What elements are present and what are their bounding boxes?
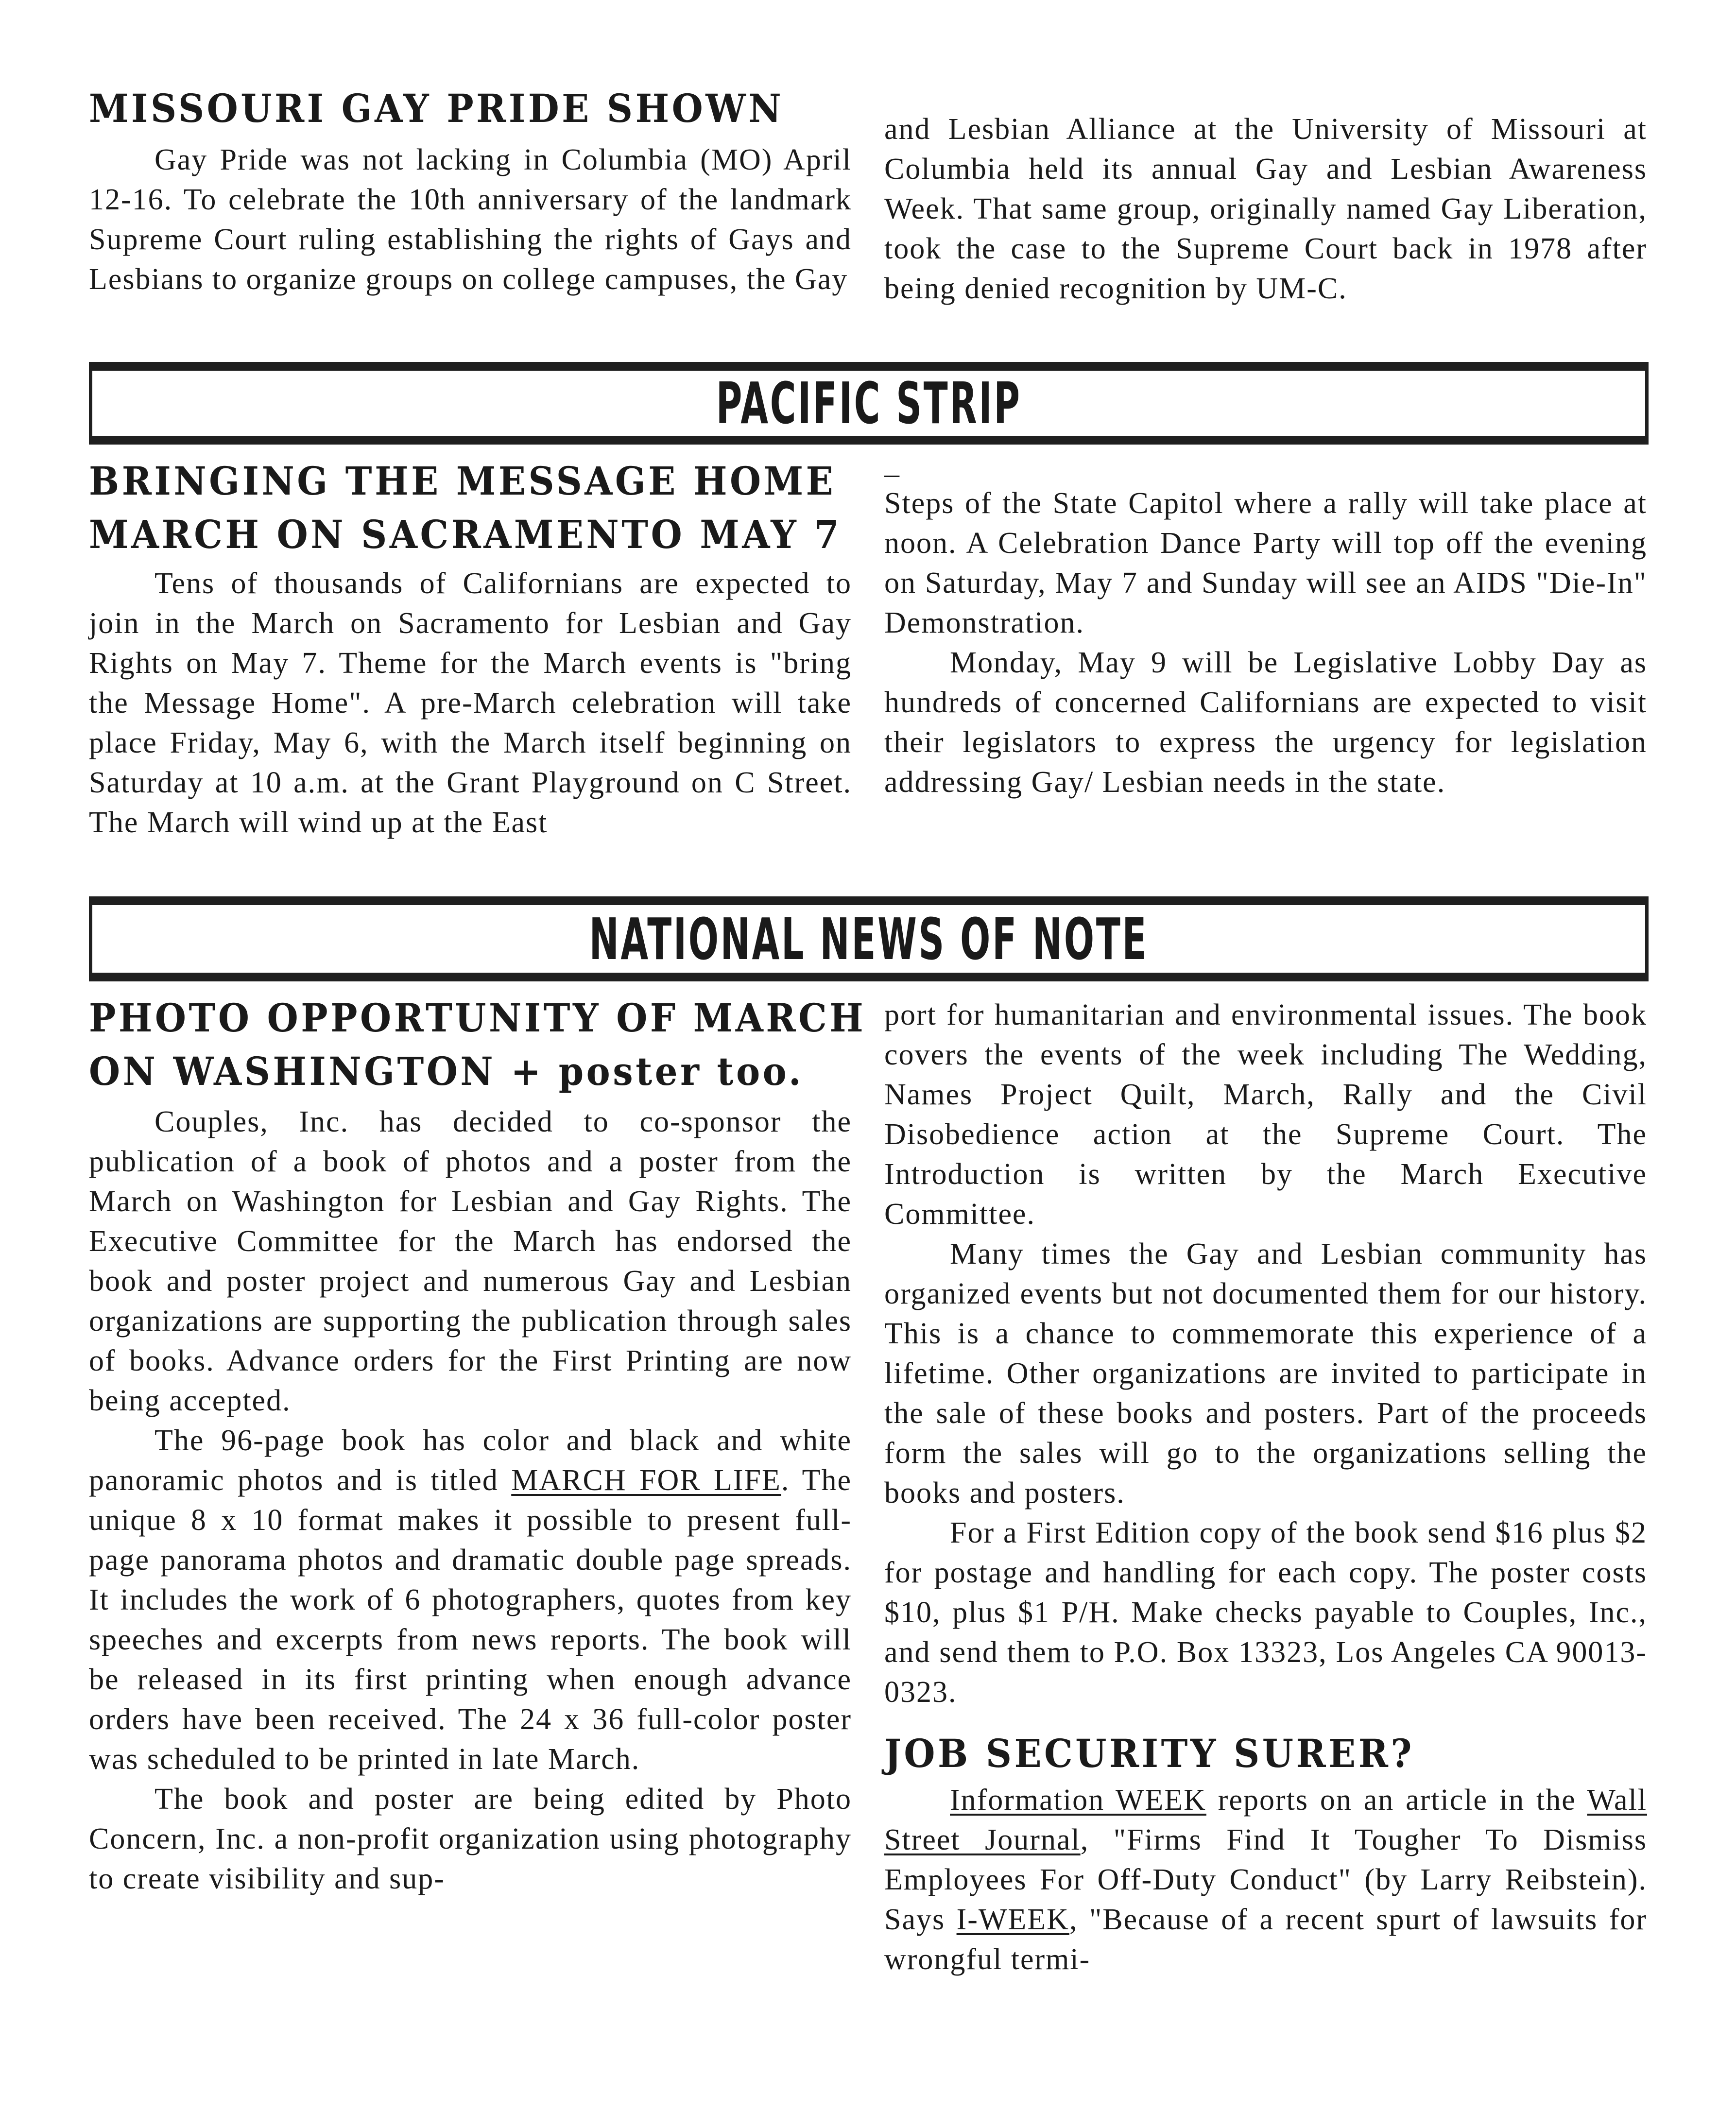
article-body: Couples, Inc. has decided to co-sponsor the publication of a book of photos and a poster from the March on Washington for Lesbian and Gay Rights. The Executive Committee for the March has endorsed the book and poster project and numerous Gay and Lesbian organizations are supporting the publication through sales of books. Advance orders for the First Printing are now being accepted.	[89, 1105, 852, 1417]
banner-title: PACIFIC STRIP	[716, 370, 1022, 437]
headline-sacramento-1: BRINGING THE MESSAGE HOME	[89, 458, 836, 504]
article-body	[884, 1780, 1647, 1979]
article-body: Gay Pride was not lacking in Columbia (MO) April 12-16. To celebrate the 10th anniversary of the landmark Supreme Court ruling establishing the rights of Gays and Lesbians to organize groups on college campuses, the Gay	[89, 143, 852, 296]
article-body	[89, 1421, 852, 1779]
text-segment: reports on an article in the	[1206, 1784, 1587, 1817]
article-body: Steps of the State Capitol where a rally will take place at noon. A Celebration Dance Party will top off the evening on Saturday, May 7 and Sunday will see an AIDS "Die-In" Demonstration.	[884, 487, 1647, 639]
article-body: Many times the Gay and Lesbian community has organized events but not documented them for our history. This is a chance to commemorate this experience of a lifetime. Other organizations are invited to participate in the sale of these books and posters. Part of the proceeds form the sales will go to the organizations selling the books and posters.	[884, 1237, 1647, 1510]
book-title: MARCH FOR LIFE	[511, 1464, 781, 1497]
article-body: Monday, May 9 will be Legislative Lobby Day as hundreds of concerned Californians are expected to visit their legislators to express the urgency for legislation addressing Gay/ Lesbian needs in the state.	[884, 646, 1647, 799]
publication-name: I-WEEK	[956, 1903, 1069, 1936]
article-sacramento-left	[89, 454, 852, 842]
publication-name: Wall Street Journal	[884, 1784, 1647, 1856]
article-body: The book and poster are being edited by Photo Concern, Inc. a non-profit organization using photography to create visibility and sup-	[89, 1783, 852, 1895]
article-sacramento-right	[884, 457, 1647, 802]
article-body: and Lesbian Alliance at the University of Missouri at Columbia held its annual Gay and Lesbian Awareness Week. That same group, originally named Gay Liberation, took the case to the Supreme Court back in 1978 after being denied recognition by UM-C.	[884, 113, 1647, 305]
text-segment: The 96-page book has color and black and white panoramic photos and is titled	[89, 1424, 852, 1497]
article-missouri-left	[89, 82, 852, 299]
section-banner-national-news	[89, 896, 1649, 981]
headline-photo-2: ON WASHINGTON + poster too.	[89, 1048, 804, 1094]
headline-photo-1: PHOTO OPPORTUNITY OF MARCH	[89, 995, 866, 1041]
article-body: port for humanitarian and environmental issues. The book covers the events of the week including The Wedding, Names Project Quilt, March, Rally and the Civil Disobedience action at the Supreme Court. The Introduction is written by the March Executive Committee.	[884, 998, 1647, 1231]
text-segment: . The unique 8 x 10 format makes it possible to present full-page panorama photos and dramatic double page spreads. It includes the work of 6 photographers, quotes from key speeches and excerpts from news reports. The book will be released in its first printing when enough advance orders have been received. The 24 x 36 full-color poster was scheduled to be printed in late March.	[89, 1464, 852, 1776]
article-missouri-right	[884, 109, 1647, 309]
article-body: For a First Edition copy of the book send $16 plus $2 for postage and handling for each copy. The poster costs $10, plus $1 P/H. Make checks payable to Couples, Inc., and send them to P.O. Box 13323, Los Angeles CA 90013-0323.	[884, 1516, 1647, 1709]
section-banner-pacific-strip	[89, 362, 1649, 445]
text-segment: , "Firms Find It Tougher To Dismiss Employees For Off-Duty Conduct" (by Larry Reibstein). Says	[884, 1823, 1647, 1936]
article-body: Tens of thousands of Californians are expected to join in the March on Sacramento for Lesbian and Gay Rights on May 7. Theme for the March events is "bring the Message Home". A pre-March celebration will take place Friday, May 6, with the March itself beginning on Saturday at 10 a.m. at the Grant Playground on C Street. The March will wind up at the East	[89, 567, 852, 839]
dash-mark: –	[884, 457, 899, 490]
headline-missouri: MISSOURI GAY PRIDE SHOWN	[89, 86, 784, 131]
article-photo-left	[89, 991, 866, 1899]
text-segment: , "Because of a recent spurt of lawsuits for wrongful termi-	[884, 1903, 1647, 1976]
article-photo-right	[884, 995, 1647, 1979]
headline-job-security: JOB SECURITY SURER?	[884, 1731, 1415, 1776]
banner-title: NATIONAL NEWS OF NOTE	[589, 905, 1149, 973]
publication-name: Information WEEK	[950, 1784, 1206, 1817]
headline-sacramento-2: MARCH ON SACRAMENTO MAY 7	[89, 512, 842, 557]
